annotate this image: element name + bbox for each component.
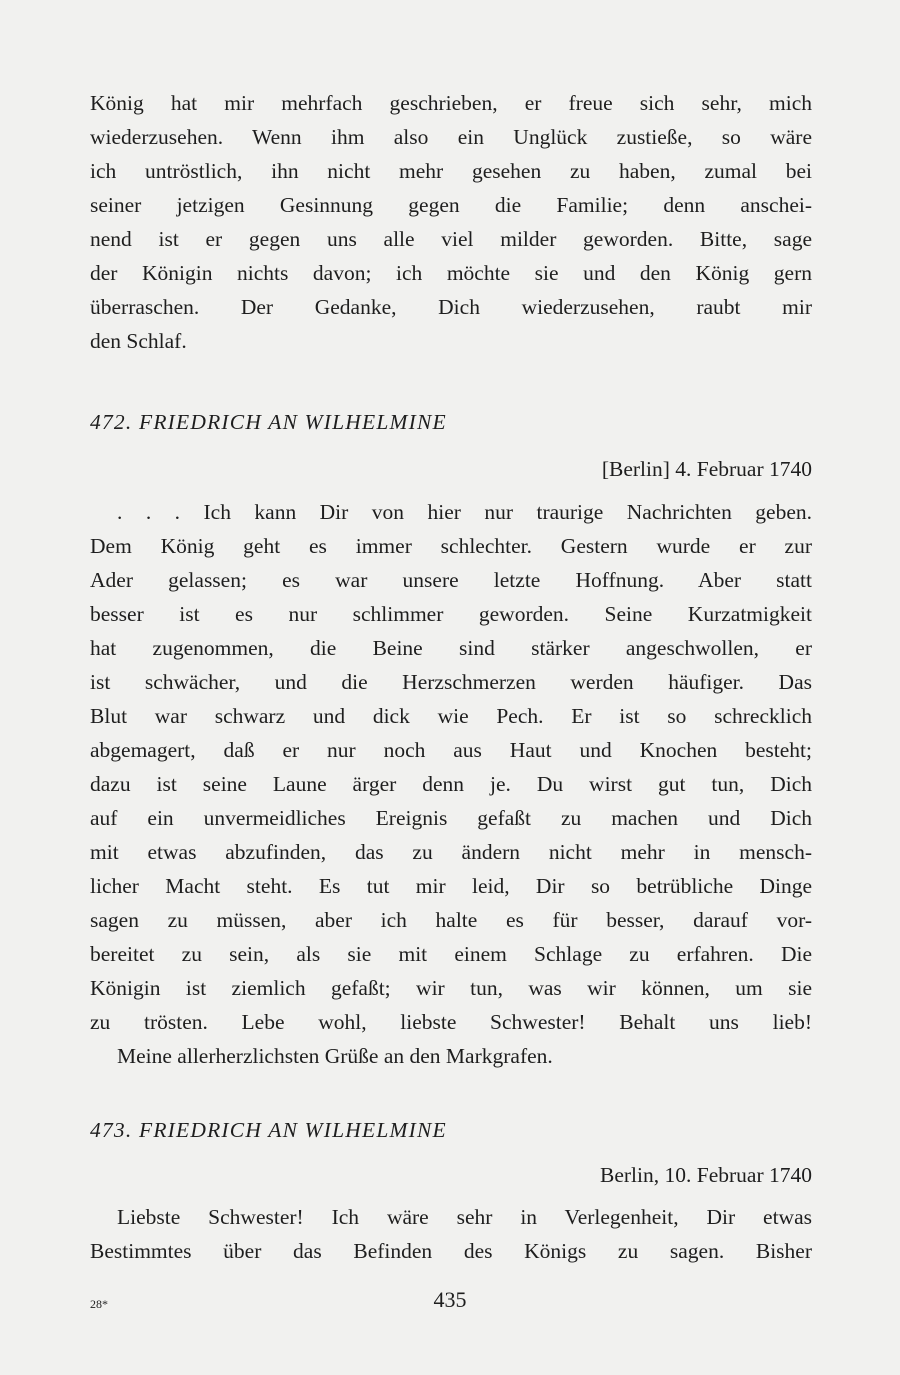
text-line: dazu ist seine Laune ärger denn je. Du wirst gut tun, Dich <box>90 772 812 796</box>
letter-heading: 472. FRIEDRICH AN WILHELMINE <box>90 410 447 434</box>
text-line: Blut war schwarz und dick wie Pech. Er ist so schrecklich <box>90 704 812 728</box>
text-line: den Schlaf. <box>90 329 187 353</box>
text-line: überraschen. Der Gedanke, Dich wiederzusehen, raubt mir <box>90 295 812 319</box>
text-line: ich untröstlich, ihn nicht mehr gesehen zu haben, zumal bei <box>90 159 812 183</box>
text-line: abgemagert, daß er nur noch aus Haut und Knochen besteht; <box>90 738 812 762</box>
letter-dateline: [Berlin] 4. Februar 1740 <box>601 457 812 481</box>
text-line: wiederzusehen. Wenn ihm also ein Unglück zustieße, so wäre <box>90 125 812 149</box>
text-line: König hat mir mehrfach geschrieben, er freue sich sehr, mich <box>90 91 812 115</box>
page-number: 435 <box>433 1287 467 1312</box>
text-line: . . . Ich kann Dir von hier nur traurige Nachrichten geben. <box>117 500 812 524</box>
text-line: bereitet zu sein, als sie mit einem Schlage zu erfahren. Die <box>90 942 812 966</box>
text-line: auf ein unvermeidliches Ereignis gefaßt zu machen und Dich <box>90 806 812 830</box>
text-line: licher Macht steht. Es tut mir leid, Dir so betrübliche Dinge <box>90 874 812 898</box>
text-line: besser ist es nur schlimmer geworden. Seine Kurzatmigkeit <box>90 602 812 626</box>
printer-signature: 28* <box>90 1297 108 1311</box>
text-line: sagen zu müssen, aber ich halte es für besser, darauf vor- <box>90 908 812 932</box>
text-line: Dem König geht es immer schlechter. Gestern wurde er zur <box>90 534 812 558</box>
text-line: hat zugenommen, die Beine sind stärker angeschwollen, er <box>90 636 812 660</box>
letter-heading: 473. FRIEDRICH AN WILHELMINE <box>90 1118 447 1142</box>
text-line: ist schwächer, und die Herzschmerzen werden häufiger. Das <box>90 670 812 694</box>
text-line: mit etwas abzufinden, das zu ändern nicht mehr in mensch- <box>90 840 812 864</box>
text-line: Königin ist ziemlich gefaßt; wir tun, was wir können, um sie <box>90 976 812 1000</box>
text-line: seiner jetzigen Gesinnung gegen die Familie; denn anschei- <box>90 193 812 217</box>
letter-dateline: Berlin, 10. Februar 1740 <box>600 1163 812 1187</box>
text-line: Bestimmtes über das Befinden des Königs zu sagen. Bisher <box>90 1239 812 1263</box>
text-line: Ader gelassen; es war unsere letzte Hoffnung. Aber statt <box>90 568 812 592</box>
text-line: zu trösten. Lebe wohl, liebste Schwester! Behalt uns lieb! <box>90 1010 812 1034</box>
text-line: der Königin nichts davon; ich möchte sie und den König gern <box>90 261 812 285</box>
text-line: Meine allerherzlichsten Grüße an den Markgrafen. <box>117 1044 553 1068</box>
text-line: Liebste Schwester! Ich wäre sehr in Verlegenheit, Dir etwas <box>117 1205 812 1229</box>
text-line: nend ist er gegen uns alle viel milder geworden. Bitte, sage <box>90 227 812 251</box>
